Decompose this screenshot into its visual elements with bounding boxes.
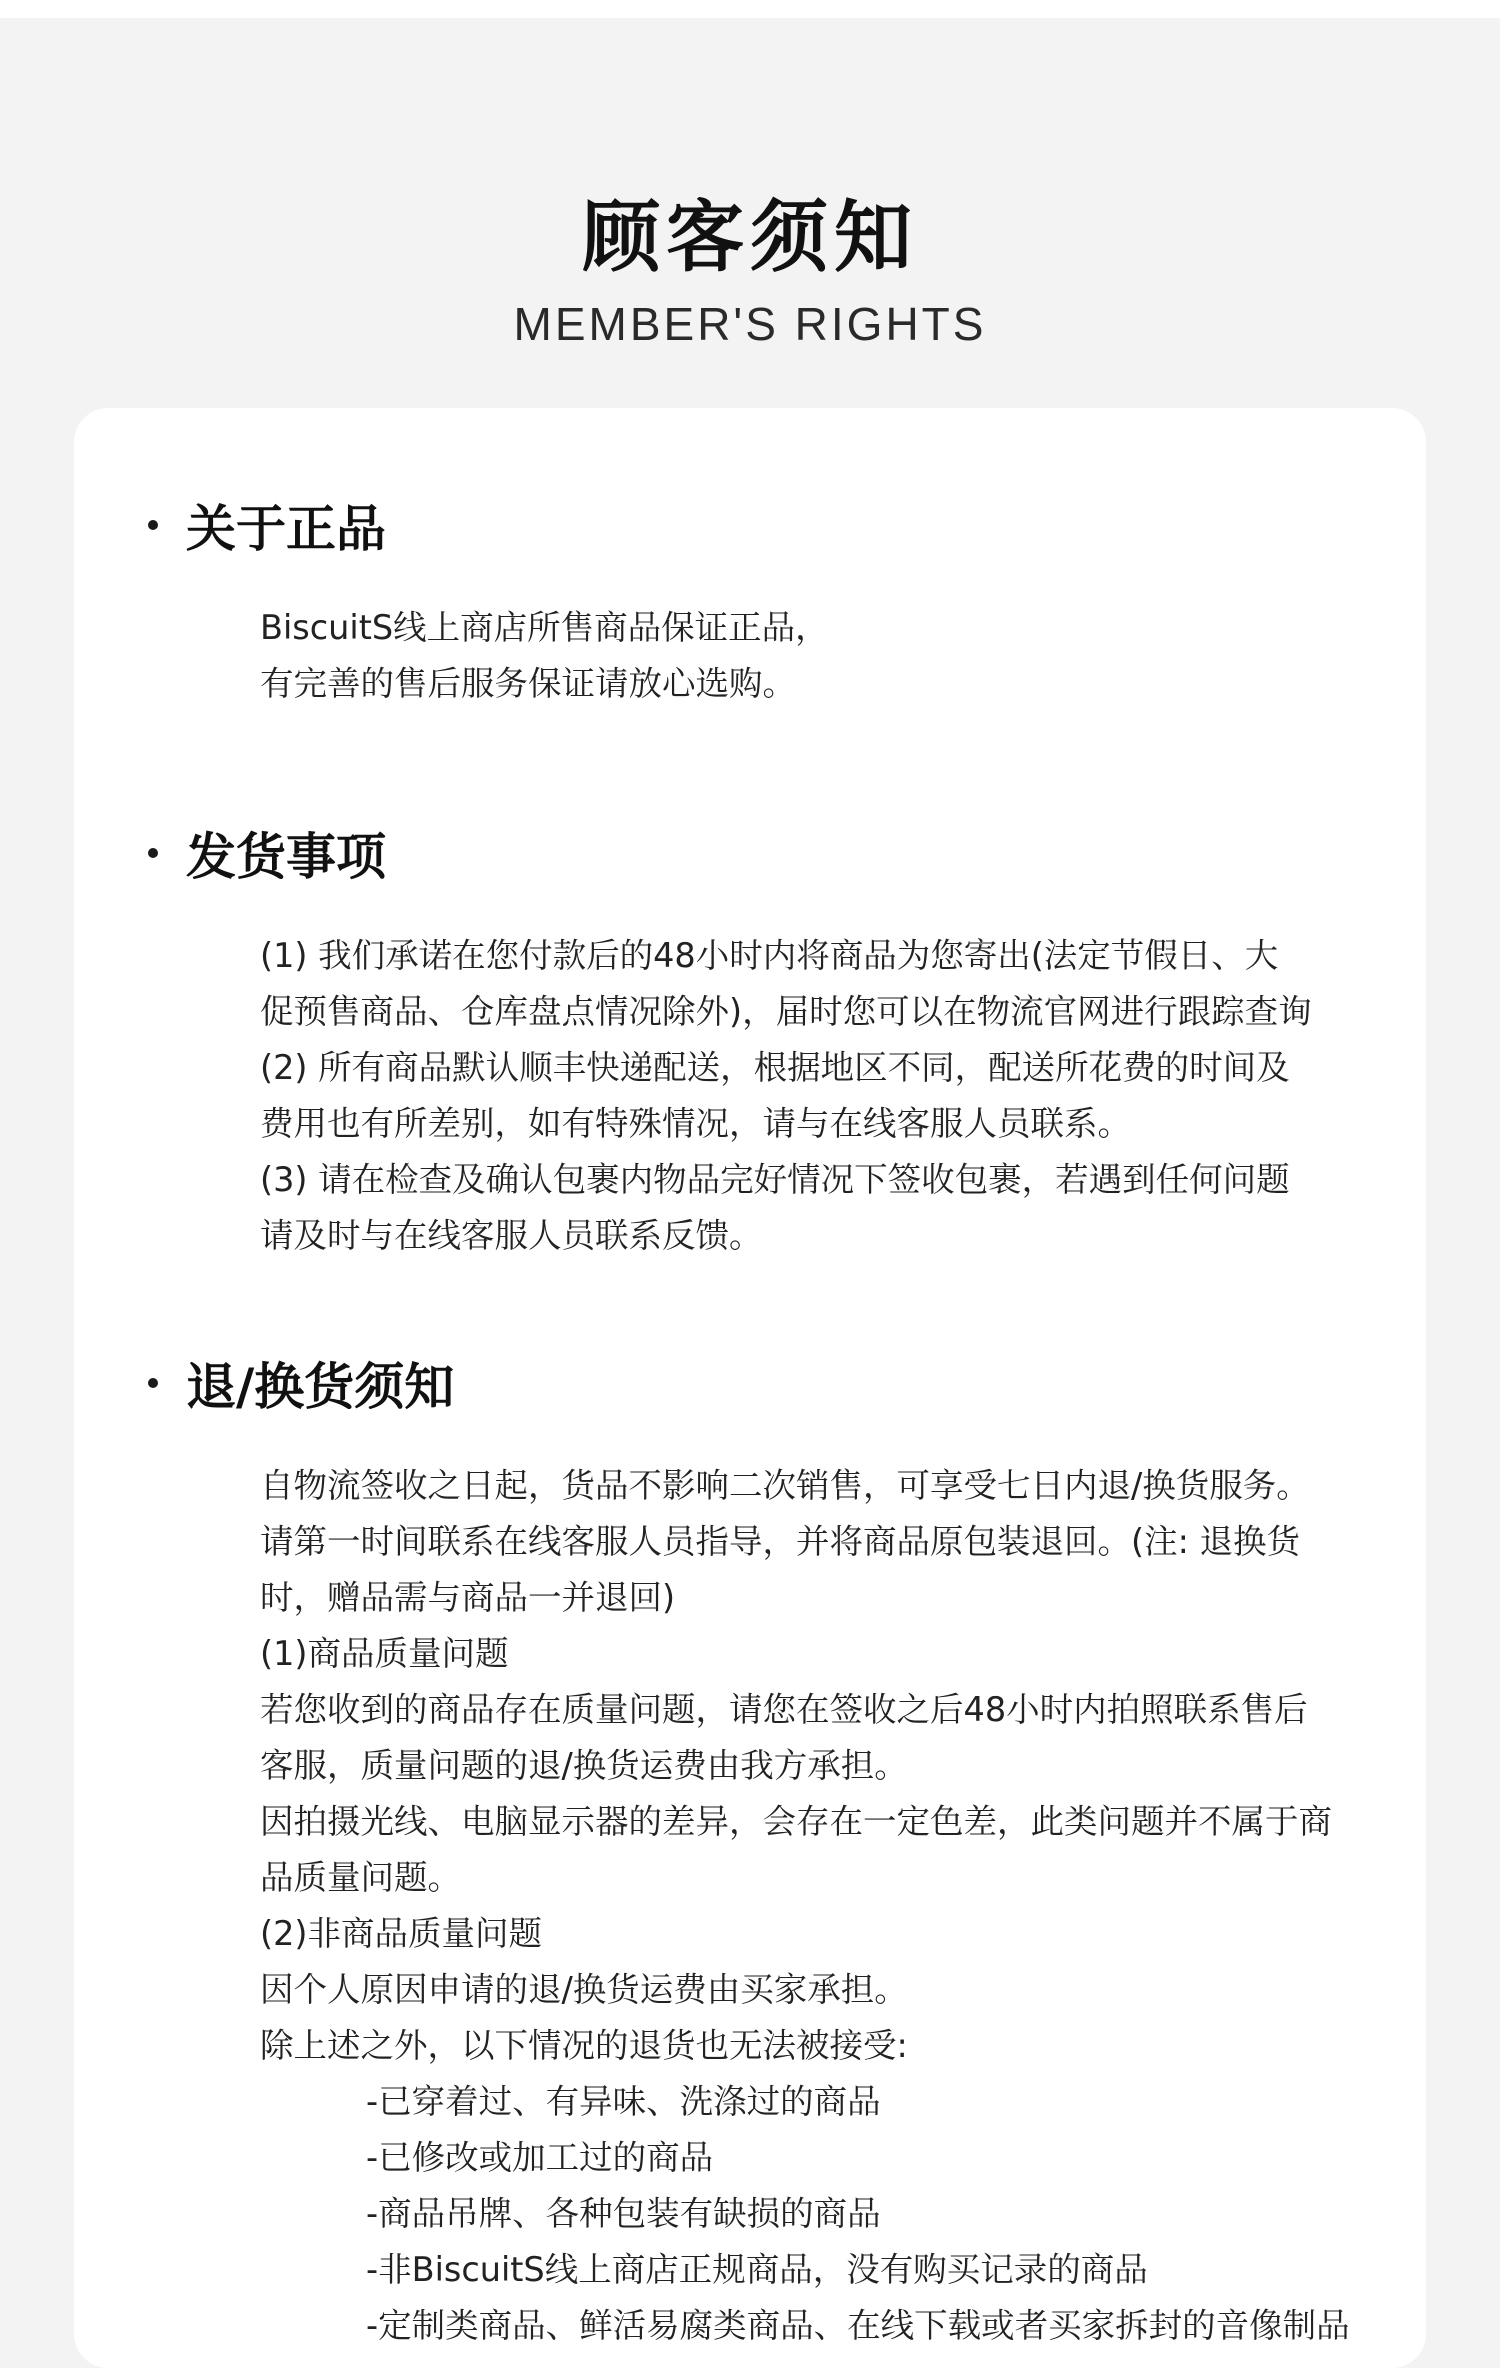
body-line: 请及时与在线客服人员联系反馈。 xyxy=(260,1216,763,1255)
section-shipping xyxy=(148,818,1378,1264)
body-line: (2) 所有商品默认顺丰快递配送，根据地区不同，配送所花费的时间及 xyxy=(260,1048,1290,1087)
section-body xyxy=(260,1458,1378,2354)
body-line: 若您收到的商品存在质量问题，请您在签收之后48小时内拍照联系售后 xyxy=(260,1690,1308,1729)
notice-card xyxy=(74,408,1426,2368)
page-title: 顾客须知 xyxy=(581,193,918,283)
body-line: 因个人原因申请的退/换货运费由买家承担。 xyxy=(260,1970,908,2009)
page-header xyxy=(0,190,1500,352)
section-heading xyxy=(148,490,1378,560)
section-title: 关于正品 xyxy=(186,500,386,558)
body-line: (2)非商品质量问题 xyxy=(260,1914,542,1953)
body-line: 品质量问题。 xyxy=(260,1858,461,1897)
body-line: (3) 请在检查及确认包裹内物品完好情况下签收包裹，若遇到任何问题 xyxy=(260,1160,1290,1199)
body-line: (1)商品质量问题 xyxy=(260,1634,509,1673)
section-title: 退/换货须知 xyxy=(186,1358,455,1416)
body-line: 自物流签收之日起，货品不影响二次销售，可享受七日内退/换货服务。 xyxy=(260,1466,1310,1505)
exclusion-item: -已修改或加工过的商品 xyxy=(366,2138,714,2177)
section-title: 发货事项 xyxy=(186,828,386,886)
page-subtitle: MEMBER'S RIGHTS xyxy=(513,298,987,350)
body-line: 请第一时间联系在线客服人员指导，并将商品原包装退回。(注: 退换货 xyxy=(260,1522,1301,1561)
bullet-icon xyxy=(148,1378,158,1388)
exclusion-item: -非BiscuitS线上商店正规商品，没有购买记录的商品 xyxy=(366,2250,1148,2289)
body-line: 客服，质量问题的退/换货运费由我方承担。 xyxy=(260,1746,908,1785)
body-line: 时，赠品需与商品一并退回) xyxy=(260,1578,676,1617)
body-line: BiscuitS线上商店所售商品保证正品， xyxy=(260,608,829,647)
section-body xyxy=(260,600,1378,712)
bullet-icon xyxy=(148,848,158,858)
body-line: 费用也有所差别，如有特殊情况，请与在线客服人员联系。 xyxy=(260,1104,1131,1143)
body-line: 促预售商品、仓库盘点情况除外)，届时您可以在物流官网进行跟踪查询 xyxy=(260,992,1312,1031)
exclusion-item: -商品吊牌、各种包装有缺损的商品 xyxy=(366,2194,881,2233)
section-heading xyxy=(148,818,1378,888)
section-heading xyxy=(148,1348,1378,1418)
section-body xyxy=(260,928,1378,1264)
body-line: 有完善的售后服务保证请放心选购。 xyxy=(260,664,796,703)
body-line: (1) 我们承诺在您付款后的48小时内将商品为您寄出(法定节假日、大 xyxy=(260,936,1279,975)
body-line: 因拍摄光线、电脑显示器的差异，会存在一定色差，此类问题并不属于商 xyxy=(260,1802,1332,1841)
section-authentic xyxy=(148,490,1378,712)
top-strip xyxy=(0,0,1500,18)
exclusion-item: -已穿着过、有异味、洗涤过的商品 xyxy=(366,2082,881,2121)
section-returns xyxy=(148,1348,1378,2354)
body-line: 除上述之外，以下情况的退货也无法被接受: xyxy=(260,2026,908,2065)
exclusion-item: -定制类商品、鲜活易腐类商品、在线下载或者买家拆封的音像制品 xyxy=(366,2306,1350,2345)
bullet-icon xyxy=(148,520,158,530)
